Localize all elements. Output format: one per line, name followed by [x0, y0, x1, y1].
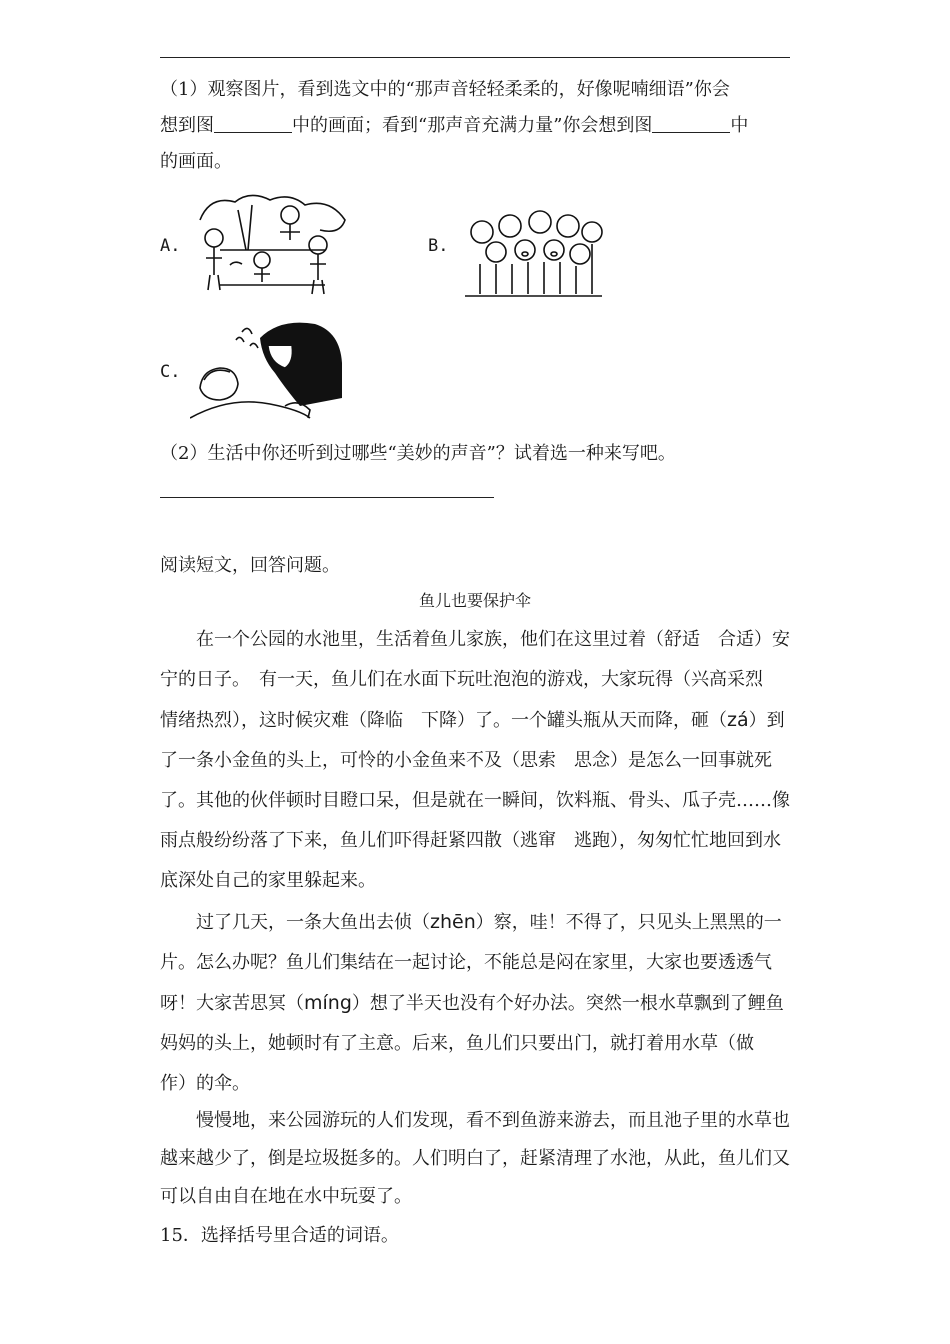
picture-b-choir-singing [460, 204, 605, 300]
q1-line1: （1）观察图片，看到选文中的“那声音轻轻柔柔的，好像呢喃细语”你会 [160, 79, 730, 100]
q1-line2a: 想到图 [160, 115, 214, 136]
story-paragraph-1 [160, 620, 792, 901]
story-title: 鱼儿也要保护伞 [418, 591, 531, 610]
q1-line2c: 中 [730, 115, 749, 136]
option-c-label: C. [160, 362, 181, 382]
pinyin-za: zá [727, 709, 749, 731]
option-a-label: A. [160, 236, 181, 256]
story-p1-text-b: ）到了一条小金鱼的头上，可怜的小金鱼来不及（思索 思念）是怎么一回事就死了。其他的伙伴顿时目瞪口呆，但是就在一瞬间，饮料瓶、骨头、瓜子壳……像雨点般纷纷落了下来，鱼儿们吓得赶紧四散（逃窜 逃跑），匆匆忙忙地回到水底深处自己的家里躲起来。 [160, 710, 790, 891]
question-2: （2）生活中你还听到过哪些“美妙的声音”？试着选一种来写吧。 [160, 443, 676, 464]
top-rule [160, 57, 790, 58]
q1-line2b: 中的画面；看到“那声音充满力量”你会想到图 [292, 115, 653, 136]
q1-line3: 的画面。 [160, 151, 232, 172]
pinyin-zhen: zhēn [430, 911, 476, 933]
story-p1-text-a: 在一个公园的水池里，生活着鱼儿家族，他们在这里过着（舒适 合适）安宁的日子。 有一天，鱼儿们在水面下玩吐泡泡的游戏，大家玩得（兴高采烈 情绪热烈），这时候灾难（降临 下降）了。一个罐头瓶从天而降，砸（ [160, 629, 790, 731]
story-p2-text-c: ）想了半天也没有个好办法。突然一根水草飘到了鲤鱼妈妈的头上，她顿时有了主意。后来，鱼儿们只要出门，就打着用水草（做 作）的伞。 [160, 993, 784, 1094]
pinyin-ming: míng [304, 992, 352, 1014]
story-paragraph-3: 慢慢地，来公园游玩的人们发现，看不到鱼游来游去，而且池子里的水草也越来越少了，倒是垃圾挺多的。人们明白了，赶紧清理了水池，从此，鱼儿们又可以自由自在地在水中玩耍了。 [160, 1110, 790, 1207]
question-15: 15．选择括号里合适的词语。 [160, 1225, 399, 1246]
question-1 [160, 72, 792, 180]
picture-c-mother-singing-lullaby [190, 318, 345, 422]
answer-blank-1[interactable] [214, 112, 292, 133]
option-b-label: B. [428, 236, 449, 256]
picture-a-children-whispering [190, 190, 350, 300]
story-p2-text-b: ）察，哇！不得了，只见头上黑黑的一片。怎么办呢？鱼儿们集结在一起讨论，不能总是闷在家里，大家也要透透气呀！大家苦思冥（ [160, 912, 782, 1014]
answer-blank-2[interactable] [652, 112, 730, 133]
reading-instructions: 阅读短文，回答问题。 [160, 555, 340, 576]
story-p2-text-a: 过了几天，一条大鱼出去侦（ [196, 912, 430, 933]
answer-line-q2[interactable] [160, 497, 494, 498]
story-paragraph-2 [160, 902, 792, 1104]
